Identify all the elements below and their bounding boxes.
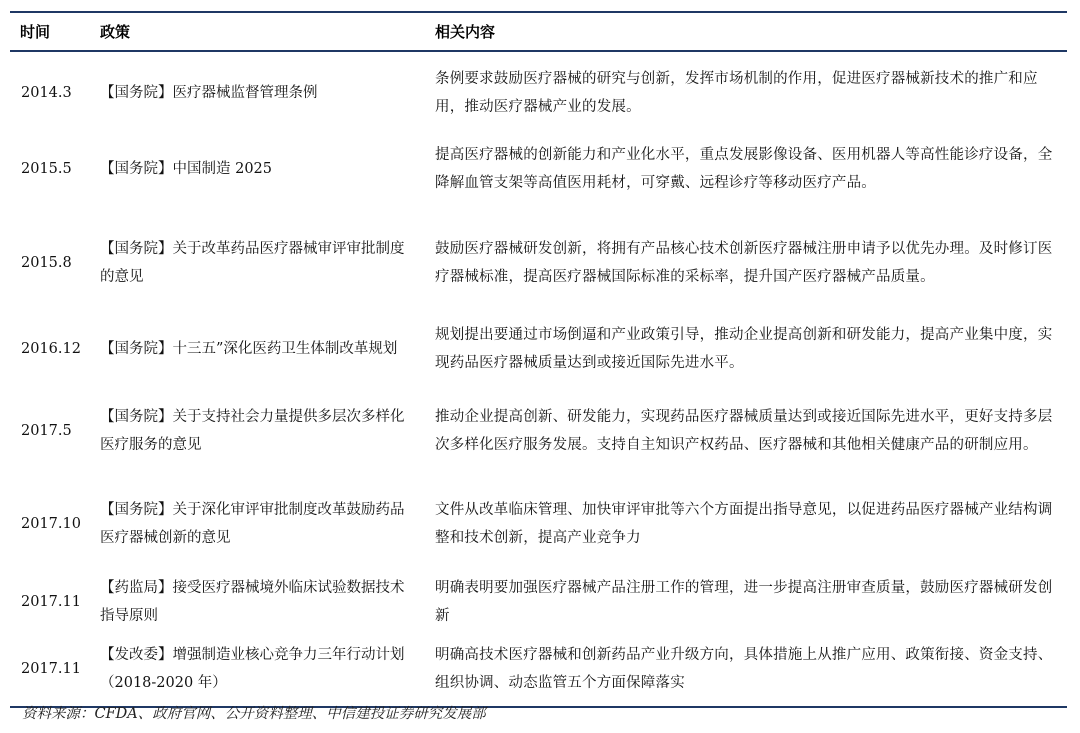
cell-content: 规划提出要通过市场倒逼和产业政策引导，推动企业提高创新和研发能力，提高产业集中度，实现药品医疗器械质量达到或接近国际先进水平。 (435, 327, 1053, 371)
table-row (10, 482, 1067, 566)
cell-content: 条例要求鼓励医疗器械的研究与创新，发挥市场机制的作用，促进医疗器械新技术的推广和应用，推动医疗器械产业的发展。 (435, 71, 1038, 115)
table-row (10, 130, 1067, 208)
cell-policy: 【国务院】十三五”深化医药卫生体制改革规划 (100, 341, 398, 357)
cell-time: 2017.11 (21, 661, 81, 677)
cell-policy: 【国务院】医疗器械监督管理条例 (100, 85, 318, 101)
cell-content: 提高医疗器械的创新能力和产业化水平，重点发展影像设备、医用机器人等高性能诊疗设备，全降解血管支架等高值医用耗材，可穿戴、远程诊疗等移动医疗产品。 (435, 147, 1053, 191)
cell-time: 2016.12 (21, 341, 81, 357)
table-header-row (10, 13, 1067, 52)
cell-time: 2017.11 (21, 594, 81, 610)
table-row (10, 566, 1067, 638)
cell-time: 2015.8 (21, 255, 72, 271)
table-row (10, 208, 1067, 318)
cell-time: 2017.10 (21, 516, 81, 532)
source-note: 资料来源：CFDA、政府官网、公开资料整理、中信建投证券研究发展部 (22, 706, 486, 722)
cell-policy: 【国务院】关于改革药品医疗器械审评审批制度的意见 (100, 241, 405, 285)
cell-time: 2017.5 (21, 423, 72, 439)
cell-time: 2014.3 (21, 85, 72, 101)
cell-content: 明确表明要加强医疗器械产品注册工作的管理，进一步提高注册审查质量，鼓励医疗器械研发创新 (435, 580, 1053, 624)
table-row (10, 56, 1067, 130)
cell-content: 明确高技术医疗器械和创新药品产业升级方向，具体措施上从推广应用、政策衔接、资金支持、组织协调、动态监管五个方面保障落实 (435, 647, 1053, 691)
table-row (10, 318, 1067, 380)
table-body (10, 52, 1067, 700)
cell-time: 2015.5 (21, 161, 72, 177)
header-policy: 政策 (100, 23, 131, 41)
cell-policy: 【药监局】接受医疗器械境外临床试验数据技术指导原则 (100, 580, 405, 624)
cell-policy: 【发改委】增强制造业核心竞争力三年行动计划（2018-2020 年） (100, 647, 405, 691)
table-row (10, 638, 1067, 700)
policy-table (10, 11, 1067, 708)
table-row (10, 380, 1067, 482)
header-content: 相关内容 (435, 23, 496, 41)
cell-policy: 【国务院】关于支持社会力量提供多层次多样化医疗服务的意见 (100, 409, 405, 453)
cell-policy: 【国务院】关于深化审评审批制度改革鼓励药品医疗器械创新的意见 (100, 502, 405, 546)
cell-policy: 【国务院】中国制造 2025 (100, 161, 273, 177)
header-time: 时间 (20, 23, 51, 41)
cell-content: 文件从改革临床管理、加快审评审批等六个方面提出指导意见，以促进药品医疗器械产业结构调整和技术创新，提高产业竞争力 (435, 502, 1053, 546)
cell-content: 鼓励医疗器械研发创新，将拥有产品核心技术创新医疗器械注册申请予以优先办理。及时修订医疗器械标准，提高医疗器械国际标准的采标率，提升国产医疗器械产品质量。 (435, 241, 1053, 285)
cell-content: 推动企业提高创新、研发能力，实现药品医疗器械质量达到或接近国际先进水平，更好支持多层次多样化医疗服务发展。支持自主知识产权药品、医疗器械和其他相关健康产品的研制应用。 (435, 409, 1053, 453)
